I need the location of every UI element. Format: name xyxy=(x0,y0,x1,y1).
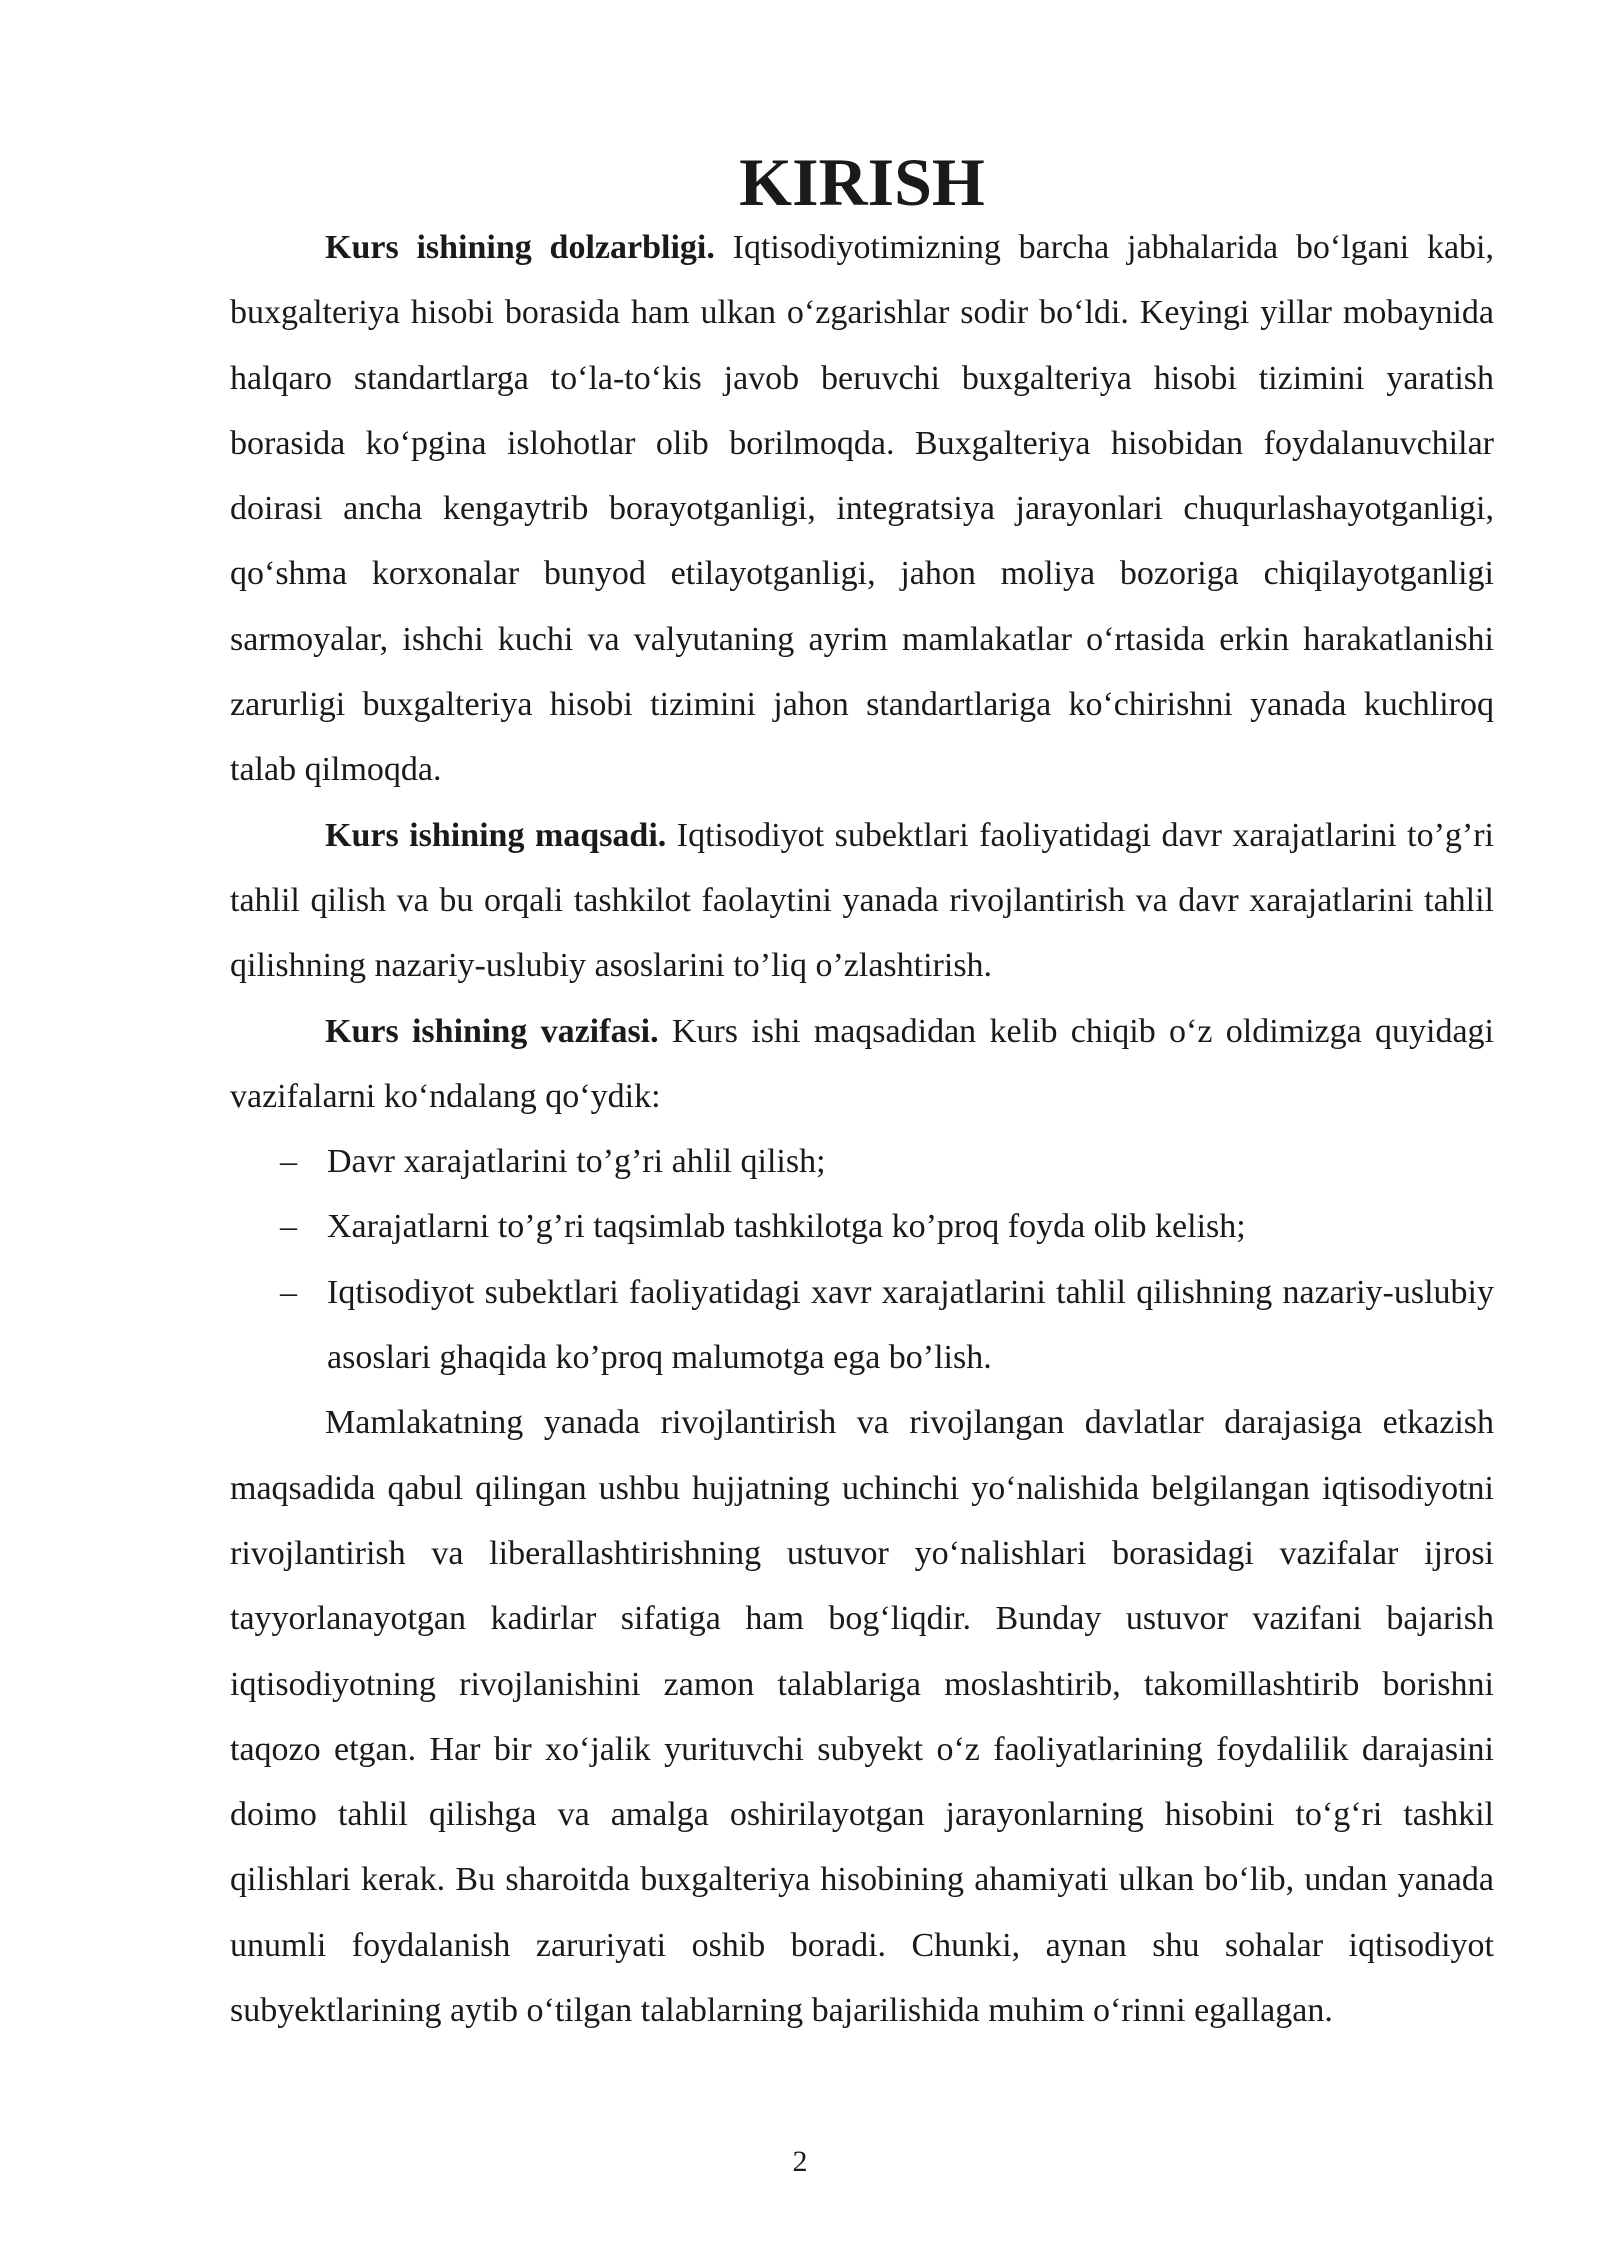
paragraph-text-maqsadi: Iqtisodiyot subektlari faoliyatidagi davr xarajatlarini to’g’ri tahlil qilish va bu orqali tashkilot faolaytini yanada rivojlantirish va davr xarajatlarini tahlil qilishning nazariy-uslubiy asoslarini to’liq o’zlashtirish. xyxy=(230,816,1494,985)
paragraph-heading-vazifasi: Kurs ishining vazifasi. xyxy=(325,1012,659,1050)
bullet-dash: – xyxy=(280,1273,297,1311)
task-text: Davr xarajatlarini to’g’ri ahlil qilish; xyxy=(327,1143,826,1181)
list-item xyxy=(230,1194,1494,1259)
paragraph-maqsadi xyxy=(230,803,1494,999)
page-number: 2 xyxy=(792,2145,808,2178)
paragraph-text-vazifasi: Kurs ishi maqsadidan kelib chiqib o‘z oldimizga quyidagi vazifalarni ko‘ndalang qo‘ydik: xyxy=(230,1012,1494,1115)
list-item xyxy=(230,1260,1494,1391)
paragraph-heading-dolzarbligi: Kurs ishining dolzarbligi. xyxy=(325,229,715,266)
task-list xyxy=(230,1129,1494,1390)
section-title: KIRISH xyxy=(739,144,985,220)
paragraph-heading-maqsadi: Kurs ishining maqsadi. xyxy=(325,816,667,854)
list-item xyxy=(230,1129,1494,1194)
bullet-dash: – xyxy=(280,1208,297,1246)
page-content xyxy=(230,144,1494,2043)
paragraph-dolzarbligi xyxy=(230,215,1494,803)
paragraph-vazifasi xyxy=(230,999,1494,1130)
bullet-dash: – xyxy=(280,1143,297,1181)
task-text: Xarajatlarni to’g’ri taqsimlab tashkilotga ko’proq foyda olib kelish; xyxy=(327,1208,1246,1246)
paragraph-closing: Mamlakatning yanada rivojlantirish va rivojlangan davlatlar darajasiga etkazish maqsadida qabul qilingan ushbu hujjatning uchinchi yo‘nalishida belgilangan iqtisodiyotni rivojlantirish va liberallashtirishning ustuvor yo‘nalishlari borasidagi vazifalar ijrosi tayyorlanayotgan kadirlar sifatiga ham bog‘liqdir. Bunday ustuvor vazifani bajarish iqtisodiyotning rivojlanishini zamon talablariga moslashtirib, takomillashtirib borishni taqozo etgan. Har bir xo‘jalik yurituvchi subyekt o‘z faoliyatlarining foydalilik darajasini doimo tahlil qilishga va amalga oshirilayotgan jarayonlarning hisobini to‘g‘ri tashkil qilishlari kerak. Bu sharoitda buxgalteriya hisobining ahamiyati ulkan bo‘lib, undan yanada unumli foydalanish zaruriyati oshib boradi. Chunki, aynan shu sohalar iqtisodiyot subyektlarining aytib o‘tilgan talablarning bajarilishida muhim o‘rinni egallagan. xyxy=(230,1404,1494,2030)
task-text: Iqtisodiyot subektlari faoliyatidagi xavr xarajatlarini tahlil qilishning nazariy-uslubiy asoslari ghaqida ko’proq malumotga ega bo’lish. xyxy=(327,1273,1494,1377)
paragraph-text-dolzarbligi: Iqtisodiyotimizning barcha jabhalarida bo‘lgani kabi, buxgalteriya hisobi borasida ham ulkan o‘zgarishlar sodir bo‘ldi. Keyingi yillar mobaynida halqaro standartlarga to‘la-to‘kis javob beruvchi buxgalteriya hisobi tizimini yaratish borasida ko‘pgina islohotlar olib borilmoqda. Buxgalteriya hisobidan foydalanuvchilar doirasi ancha kengaytrib borayotganligi, integratsiya jarayonlari chuqurlashayotganligi, qo‘shma korxonalar bunyod etilayotganligi, jahon moliya bozoriga chiqilayotganligi sarmoyalar, ishchi kuchi va valyutaning ayrim mamlakatlar o‘rtasida erkin harakatlanishi zarurligi buxgalteriya hisobi tizimini jahon standartlariga ko‘chirishni yanada kuchliroq talab qilmoqda. xyxy=(230,229,1494,789)
